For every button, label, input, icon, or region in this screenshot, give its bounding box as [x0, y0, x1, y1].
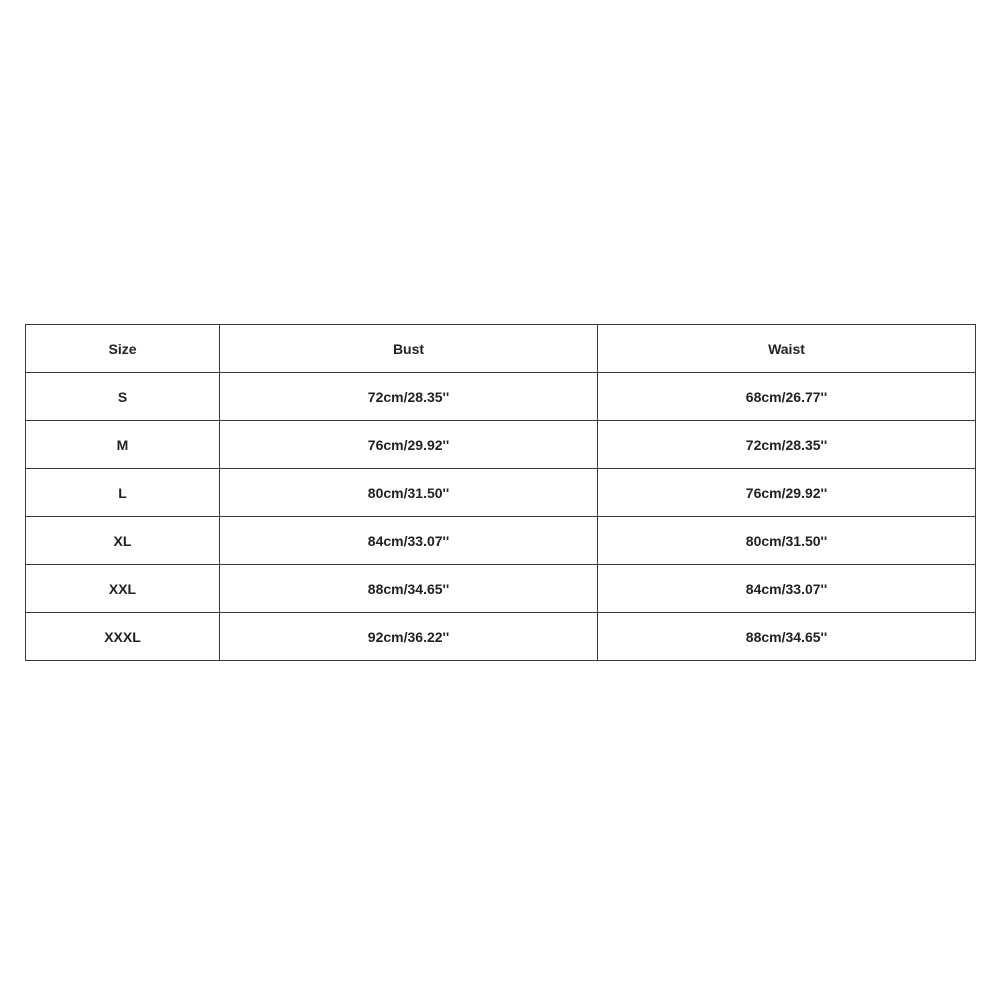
cell-waist: 72cm/28.35''	[598, 421, 976, 469]
table-row	[26, 565, 976, 613]
cell-bust: 72cm/28.35''	[220, 373, 598, 421]
table-row	[26, 373, 976, 421]
table-row	[26, 517, 976, 565]
cell-waist: 88cm/34.65''	[598, 613, 976, 661]
header-bust: Bust	[220, 325, 598, 373]
cell-size: L	[26, 469, 220, 517]
cell-size: XL	[26, 517, 220, 565]
cell-size: XXL	[26, 565, 220, 613]
cell-bust: 80cm/31.50''	[220, 469, 598, 517]
cell-waist: 76cm/29.92''	[598, 469, 976, 517]
cell-bust: 84cm/33.07''	[220, 517, 598, 565]
table-row	[26, 613, 976, 661]
cell-size: XXXL	[26, 613, 220, 661]
table-header-row	[26, 325, 976, 373]
cell-size: S	[26, 373, 220, 421]
size-chart-table	[25, 324, 976, 661]
cell-bust: 88cm/34.65''	[220, 565, 598, 613]
cell-bust: 92cm/36.22''	[220, 613, 598, 661]
cell-bust: 76cm/29.92''	[220, 421, 598, 469]
cell-waist: 68cm/26.77''	[598, 373, 976, 421]
cell-size: M	[26, 421, 220, 469]
header-size: Size	[26, 325, 220, 373]
cell-waist: 80cm/31.50''	[598, 517, 976, 565]
header-waist: Waist	[598, 325, 976, 373]
cell-waist: 84cm/33.07''	[598, 565, 976, 613]
table-row	[26, 421, 976, 469]
table-row	[26, 469, 976, 517]
